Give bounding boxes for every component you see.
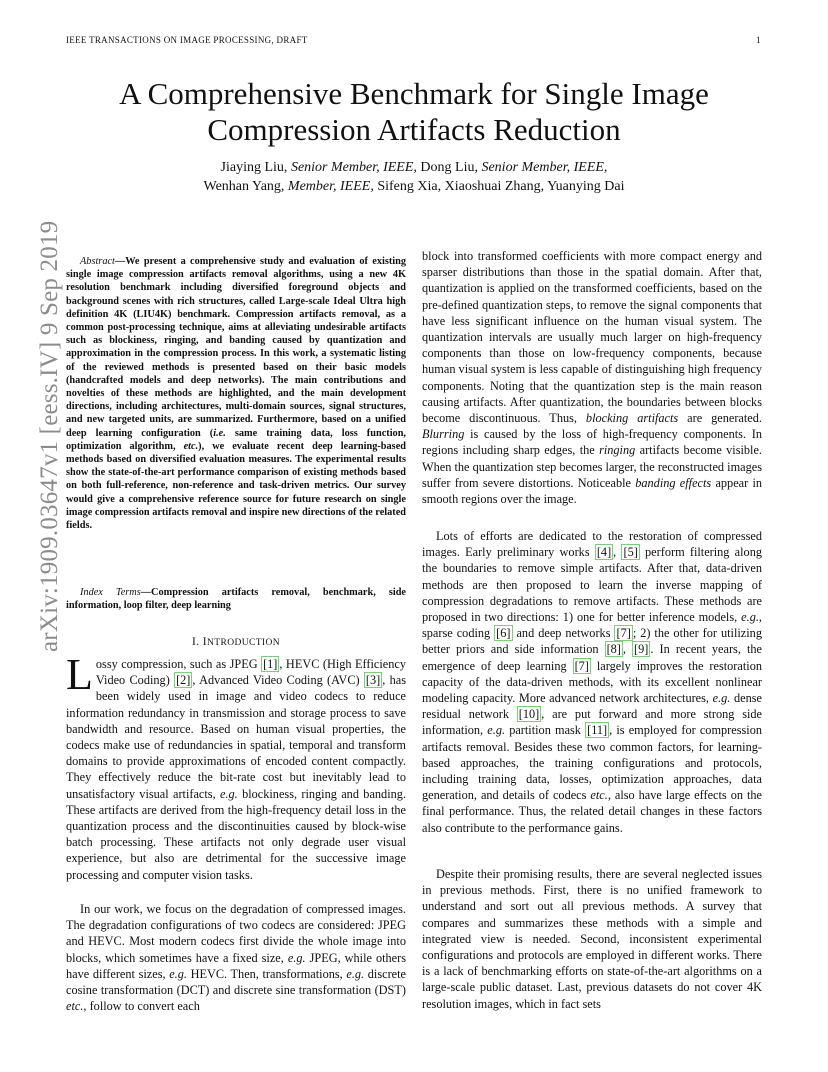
body-text: , Advanced Video Coding (AVC) (192, 673, 364, 688)
abstract-label: Abstract (80, 256, 115, 267)
arxiv-stamp: arXiv:1909.03647v1 [eess.IV] 9 Sep 2019 (36, 220, 63, 652)
body-text: , (613, 545, 622, 560)
index-terms (66, 586, 406, 612)
paper-title: A Comprehensive Benchmark for Single Image Compression Artifacts Reduction (119, 76, 709, 147)
author-name: Jiaying Liu, (220, 160, 288, 175)
abstract (66, 255, 406, 532)
body-text: , (622, 642, 633, 657)
body-text: blockiness, ringing and banding. These artifacts are derived from the high-frequency detail loss in the quantization process and the discontinuities caused by block-wise batch processing. These artifacts not only degrade user visual experience, but also are detrimental for the successive image processing and computer vision tasks. (66, 786, 406, 882)
drop-cap: L (66, 650, 93, 699)
body-text: discrete cosine transformation (DCT) and discrete sine transformation (DST) (66, 966, 407, 998)
body-text: Lots of efforts are dedicated to the restoration of compressed images. Early preliminary works (422, 529, 762, 560)
running-header: IEEE TRANSACTIONS ON IMAGE PROCESSING, DRAFT (66, 35, 308, 45)
citation-link[interactable]: [8] (606, 642, 621, 657)
page-number: 1 (756, 35, 761, 45)
body-text: is caused by the loss of high-frequency components. In regions including sharp edges, the (422, 427, 762, 458)
citation-link[interactable]: [6] (496, 626, 511, 641)
body-paragraph-right-2 (422, 528, 762, 836)
body-paragraph-right-3 (422, 866, 762, 1012)
section-number: I. I (191, 636, 207, 648)
body-paragraph-right-1 (422, 248, 762, 507)
citation-link[interactable]: [1] (263, 657, 278, 671)
author-role: Senior Member, IEEE, (290, 160, 417, 175)
body-text: JPEG, while others have different sizes, (66, 950, 406, 981)
index-terms-text: —Compression artifacts removal, benchmark, side information, loop filter, deep learning (66, 587, 406, 612)
body-text: e.g. (712, 691, 731, 706)
section-heading (66, 636, 406, 648)
body-text: e.g. (741, 610, 759, 625)
body-text: Despite their promising results, there are several neglected issues in previous methods. First, there is no unified framework to understand and sort out all previous methods. A survey that compares and summarizes these methods with a simple and integrated view is needed. Second, inconsistent experimental configurations and protocols are employed in different works. There is a lack of benchmarking efforts on state-of-the-art algorithms on a large-scale public dataset. Last, previous datasets do not cover 4K resolution images, which in fact sets (422, 867, 762, 1011)
body-text: block into transformed coefficients with more compact energy and sparser distributions than those in the spatial domain. After that, quantization is applied on the transformed coefficients, based on the pre-defined quantization steps, to remove the signal components that have less significant influence on the human visual system. The quantization intervals are usually much larger on high-frequency components than those on low-frequency components, because human visual system is less capable of distinguishing high frequency components. Noting that the quantization step is the main reason causing artifacts. After quantization, the boundaries between blocks become discontinuous. Thus, (422, 249, 762, 426)
section-title: NTRODUCTION (207, 638, 281, 648)
body-text: Blurring (422, 427, 465, 442)
body-text: e.g. (169, 966, 187, 981)
body-text: . In recent years, the emergence of deep learning (422, 642, 762, 673)
author-role: Senior Member, IEEE, (481, 160, 608, 175)
citation-link[interactable]: [7] (616, 626, 631, 641)
abstract-text: i.e. (213, 427, 226, 439)
body-text: perform filtering along the boundaries to remove simple artifacts. After that, data-driven methods are then proposed to learn the inverse mapping of compression degradations to remove artifacts. These methods are proposed in two directions: 1) one for better inference models, (422, 545, 762, 625)
body-text: e.g. (487, 723, 506, 738)
body-text: ossy compression, such as JPEG (95, 657, 262, 671)
body-text: e.g. (219, 786, 238, 801)
body-text: partition mask (505, 723, 586, 738)
abstract-text: ), we evaluate recent deep learning-based methods based on diversified evaluation measures. The experimental results show the state-of-the-art performance comparison of existing methods based on both full-reference, non-reference and task-driven metrics. Our survey would give a comprehensive reference source for future research on single image compression artifacts removal and inspire new directions of the related fields. (66, 440, 406, 532)
body-text: etc. (66, 999, 84, 1014)
author-role: Member, IEEE, (287, 179, 374, 194)
body-text: dense residual network (422, 691, 763, 722)
body-text: and deep networks (512, 626, 615, 641)
intro-paragraph-1 (66, 650, 406, 883)
body-text: are generated. (678, 411, 762, 426)
author-name: Sifeng Xia, Xiaoshuai Zhang, Yuanying Dai (377, 179, 625, 194)
index-terms-label: Index Terms (80, 587, 141, 598)
body-text: , also have large effects on the final performance. Thus, the related detail changes in these factors also contribute to the performance gains. (422, 788, 762, 835)
body-text: , is employed for compression artifacts removal. Besides these two common factors, for learning-based approaches, the training configurations and protocols, including training data, losses, optimization approaches, data generation, and details of codecs (422, 723, 762, 803)
body-text: e.g. (346, 966, 365, 981)
body-text: appear in smooth regions over the image. (422, 475, 763, 507)
body-text: e.g. (287, 950, 306, 965)
body-text: artifacts become visible. When the quantization step becomes larger, the reconstructed images suffer from severe distortions. Noticeable (422, 443, 762, 490)
body-text: , HEVC (High Efficiency Video Coding) (95, 657, 406, 688)
body-text: banding effects (635, 475, 712, 490)
body-text: , are put forward and more strong side information, (422, 707, 763, 738)
abstract-text: —We present a comprehensive study and evaluation of existing single image compression artifacts removal algorithms, using a new 4K resolution benchmark including diversified foreground objects and background scenes with rich structures, called Large-scale Ideal Ultra high definition 4K (LIU4K) benchmark. Compression artifacts removal, as a common post-processing technique, aims at alleviating undesirable artifacts such as blockiness, ringing, and banding caused by quantization and approximation in the compression process. In this work, a systematic listing of the reviewed methods is presented based on their basic models (handcrafted models and deep networks). The main contributions and novelties of these methods are highlighted, and the main development directions, including architectures, multi-domain sources, signal structures, and new targeted units, are summarized. Furthermore, based on a unified deep learning configuration ( (66, 256, 406, 439)
citation-link[interactable]: [3] (365, 673, 381, 688)
citation-link[interactable]: [4] (596, 545, 612, 560)
body-text: HEVC. Then, transformations, (186, 966, 347, 981)
body-text: , has been widely used in image and video codecs to reduce information redundancy in transmission and storage process to save bandwidth and resource. Based on human visual properties, the codecs make use of redundancies in spatial, temporal and transform domains to provide approximations of encoded content compactly. They effectively reduce the bit-rate cost but inevitably lead to unsatisfactory visual artifacts, (66, 673, 406, 801)
abstract-text: same training data, loss function, optimization algorithm, (66, 427, 407, 452)
body-text: largely improves the restoration capacity of the data-driven methods, with its excellent nonlinear modeling capacity. More advanced network architectures, (422, 658, 762, 706)
body-text: , follow to convert each (83, 999, 200, 1014)
intro-paragraph-2 (66, 901, 406, 1014)
citation-link[interactable]: [2] (176, 673, 191, 688)
citation-link[interactable]: [7] (574, 658, 589, 673)
body-text: In our work, we focus on the degradation of compressed images. The degradation configurations of two codecs are considered: JPEG and HEVC. Most modern codecs first divide the whole image into blocks, which sometimes have a fixed size, (66, 902, 406, 965)
body-text: , sparse coding (422, 610, 762, 641)
abstract-text: etc. (183, 440, 199, 452)
author-list (60, 158, 768, 196)
body-text: blocking artifacts (585, 411, 679, 426)
body-text: etc. (590, 788, 608, 803)
body-text: ; 2) the other for utilizing better priors and side information (422, 626, 762, 657)
author-name: Dong Liu, (420, 160, 478, 175)
author-name: Wenhan Yang, (203, 179, 285, 194)
citation-link[interactable]: [11] (587, 723, 608, 738)
citation-link[interactable]: [5] (623, 545, 638, 560)
citation-link[interactable]: [9] (634, 642, 649, 657)
body-text: ringing (599, 443, 636, 458)
citation-link[interactable]: [10] (518, 707, 540, 722)
